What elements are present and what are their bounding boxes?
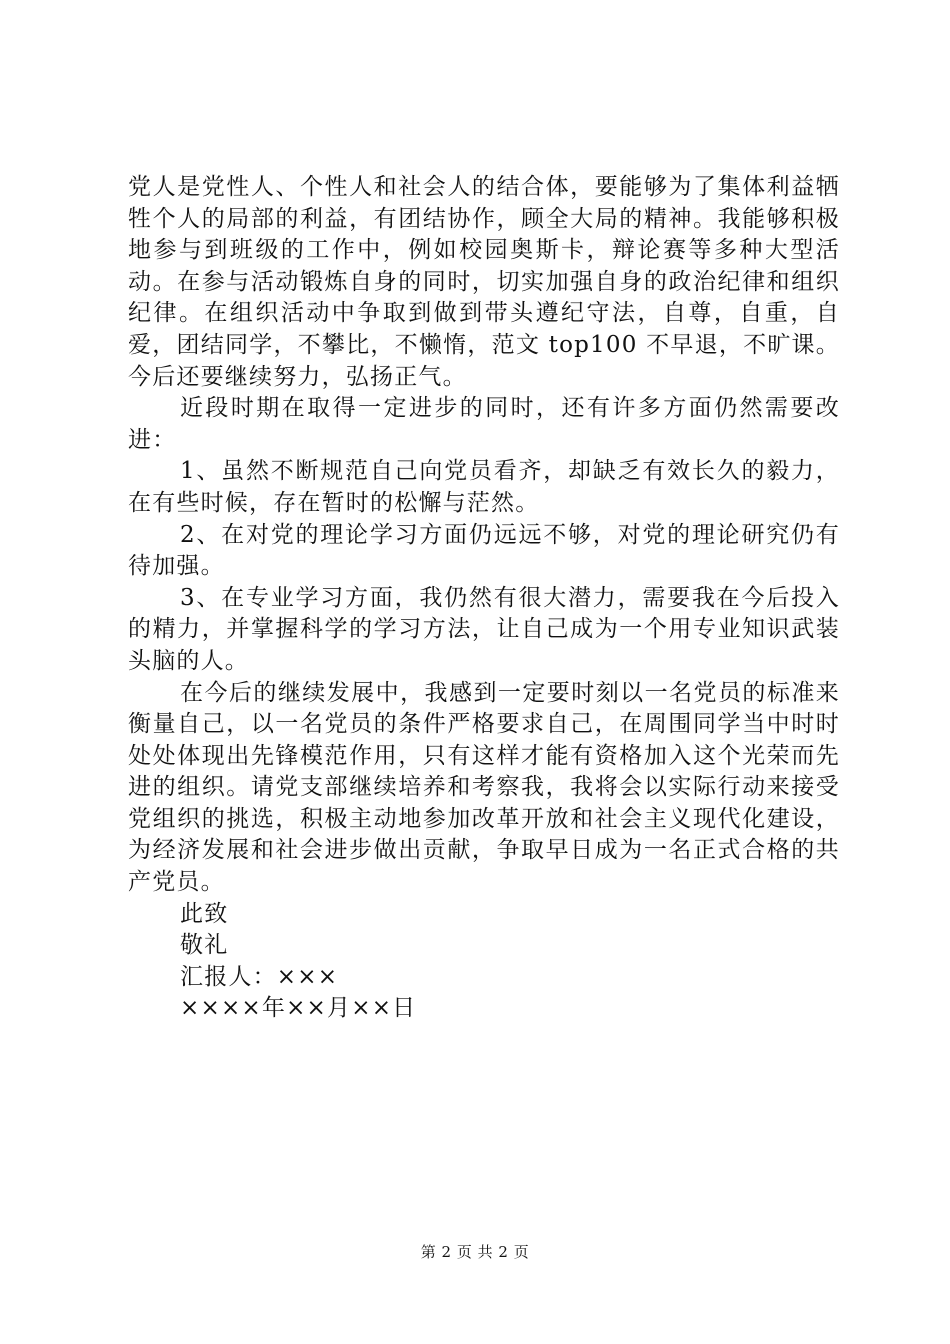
paragraph-improvement-intro: 近段时期在取得一定进步的同时，还有许多方面仍然需要改进： bbox=[128, 395, 840, 453]
paragraph-point-3: 3、在专业学习方面，我仍然有很大潜力，需要我在今后投入的精力，并掌握科学的学习方法，让自己成为一个用专业知识武装头脑的人。 bbox=[128, 584, 840, 674]
reporter-signature: 汇报人：××× bbox=[180, 963, 339, 990]
closing-regards: 敬礼 bbox=[180, 932, 229, 959]
page-number-footer: 第 2 页 共 2 页 bbox=[420, 1243, 530, 1261]
paragraph-conclusion: 在今后的继续发展中，我感到一定要时刻以一名党员的标准来衡量自己，以一名党员的条件严格要求自己，在周围同学当中时时处处体现出先锋模范作用，只有这样才能有资格加入这个光荣而先进的组织。请党支部继续培养和考察我，我将会以实际行动来接受党组织的挑选，积极主动地参加改革开放和社会主义现代化建设，为经济发展和社会进步做出贡献，争取早日成为一名正式合格的共产党员。 bbox=[128, 679, 840, 896]
paragraph-continuation: 党人是党性人、个性人和社会人的结合体，要能够为了集体利益牺牲个人的局部的利益，有团结协作，顾全大局的精神。我能够积极地参与到班级的工作中，例如校园奥斯卡，辩论赛等多种大型活动。在参与活动锻炼自身的同时，切实加强自身的政治纪律和组织纪律。在组织活动中争取到做到带头遵纪守法，自尊，自重，自爱，团结同学，不攀比，不懒惰，范文 top100 不早退，不旷课。今后还要继续努力，弘扬正气。 bbox=[128, 174, 840, 390]
closing-salutation: 此致 bbox=[180, 900, 229, 927]
report-date: ××××年××月××日 bbox=[180, 995, 417, 1022]
paragraph-point-2: 2、在对党的理论学习方面仍远远不够，对党的理论研究仍有待加强。 bbox=[128, 521, 840, 580]
document-body bbox=[128, 172, 840, 1025]
paragraph-point-1: 1、虽然不断规范自己向党员看齐，却缺乏有效长久的毅力，在有些时候，存在暂时的松懈与茫然。 bbox=[128, 458, 840, 516]
